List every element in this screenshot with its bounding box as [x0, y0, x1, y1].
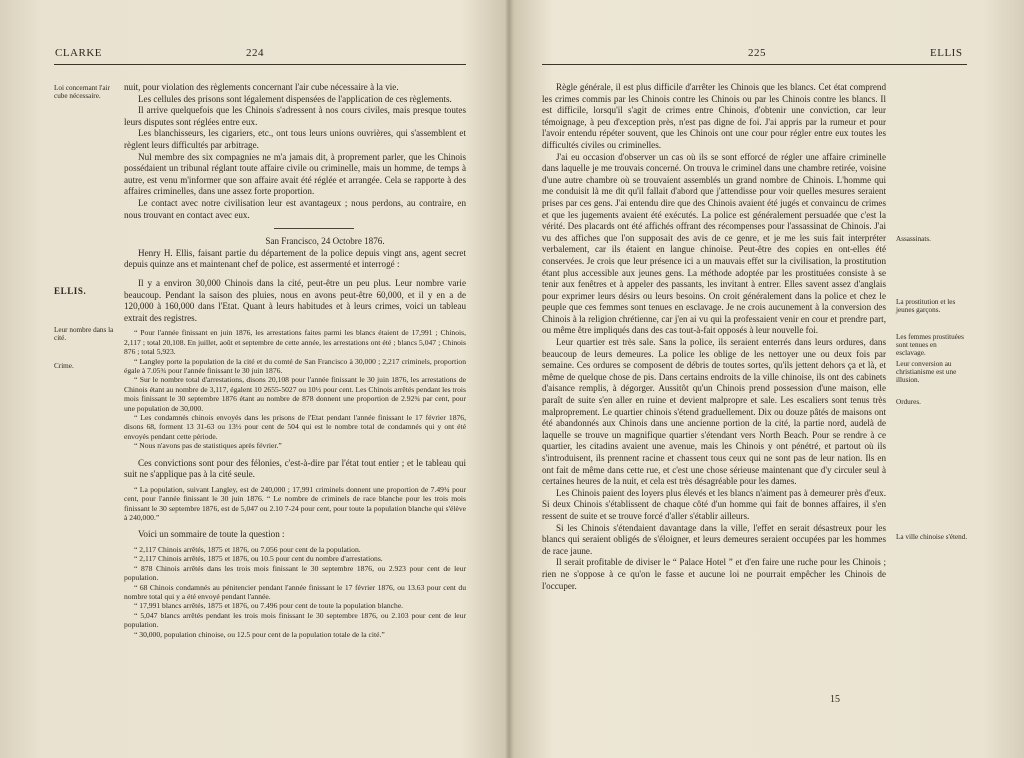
witness-name: ELLIS.: [54, 286, 87, 296]
quote-line: “ Les condamnés chinois envoyés dans les prisons de l'Etat pendant l'année finissant le 17 février 1876, disons 68, forment 13 31-63 ou 13½ pour cent de 504 qui est le nombre total de condamnés qui y ont été envoyés pendant cette période.: [124, 412, 466, 441]
sidenote-air: Loi concernant l'air cube nécessaire.: [54, 84, 110, 101]
quote-block: “ La population, suivant Langley, est de 240,000 ; 17,991 criminels donnent une proportion de 7.49¾ pour cent, pour l'année finissant le 30 juin 1876. “ Le nombre de criminels de race blanche pour les trois mois finissant le 30 septembre 1876, est de 5,047 ou 2.10 7-24 pour cent, pour toute la population blanche qui s'élève à 240,000.”: [124, 484, 466, 522]
sidenote-crime: Crime.: [54, 362, 74, 370]
summary-line: “ 30,000, population chinoise, ou 12.5 pour cent de la population totale de la cité.”: [134, 629, 385, 639]
summary-line: “ 878 Chinois arrêtés dans les trois mois finissant le 30 septembre 1876, ou 2.923 pour cent de leur population.: [124, 563, 466, 583]
page-number: 225: [748, 47, 766, 59]
header-rule: [542, 64, 967, 65]
paragraph: Voici un sommaire de toute la question :: [138, 529, 285, 540]
left-column: [124, 82, 466, 639]
summary-line: “ 2,117 Chinois arrêtés, 1875 et 1876, ou 10.5 pour cent du nombre d'arrestations.: [134, 554, 383, 564]
dateline: San Francisco, 24 Octobre 1876.: [265, 236, 385, 247]
quote-line: “ Sur le nombre total d'arrestations, disons 20,108 pour l'année finissant le 30 juin 1876, les arrestations de Chinois étant au nombre de 3,117, égalent 10 2655-5027 ou 10½ pour cent. Les Chinois arrêtés pendant les trois mois finissant le 30 septembre 1876 étant au nombre de 878 donnent une proportion de 2.92¾ par cent, pour une population de 30,000.: [124, 375, 466, 413]
paragraph: Nul membre des six compagnies ne m'a jamais dit, à proprement parler, que les Chinois possédaient un tribunal réglant toute affaire civile ou criminelle, mais un homme, de temps à autre, est venu m'informer que son affaire avait été réglée et arrangée. Cela se rapporte à des affaires criminelles, dans une assez forte proportion.: [124, 151, 466, 197]
paragraph: Les cellules des prisons sont légalement dispensées de l'application de ces règlements.: [138, 93, 452, 104]
paragraph: Il y a environ 30,000 Chinois dans la cité, peut-être un peu plus. Leur nombre varie beaucoup. Pendant la saison des pluies, nous en avons peut-être 60,000, et il y en a de 120,000 à 160,000 dans l'Etat. Quant à leurs habitudes et à leurs crimes, voici un tableau extrait des registres.: [124, 277, 466, 323]
summary-line: “ 2,117 Chinois arrêtés, 1875 et 1876, ou 7.056 pour cent de la population.: [134, 544, 361, 554]
folio-signature: 15: [830, 694, 840, 705]
paragraph: nuit, pour violation des règlements concernant l'air cube nécessaire à la vie.: [124, 82, 399, 92]
left-page: [0, 0, 505, 758]
sidenote-number: Leur nombre dans la cité.: [54, 326, 114, 343]
quote-line: “ Pour l'année finissant en juin 1876, les arrestations faites parmi les blancs étaient de 17,991 ; Chinois, 2,117 ; total 20,108. En juillet, août et septembre de cette année, les arrestations ont été ; blancs 5,047 ; Chinois 876 ; total 5,923.: [124, 328, 466, 357]
paragraph: J'ai eu occasion d'observer un cas où ils se sont efforcé de régler une affaire criminelle dans laquelle je me trouvais concerné. On trouva le criminel dans une chambre retirée, voisine d'une autre chambre où se trouvaient assemblés un grand nombre de Chinois. L'homme qui me conduisit là me dit qu'il fallait d'abord que j'attendisse pour voir quelles mesures seraient prises par ces gens. J'ai entendu dire que des Chinois avaient été jugés et convaincu de crimes et que les jugements avaient été exécutés. La police est généralement persuadée que c'est la vérité. Des placards ont été affichés offrant des récompenses pour l'assassinat de Chinois. J'ai vu des affiches que l'on supposait des avis de ce genre, et je me les suis fait interpréter verbalement, car ils étaient en langue chinoise. Peut-être des copies en ont-elles été conservées. Je crois que leur présence ici a un mauvais effet sur la civilisation, la prostitution étant plus accessible aux jeunes gens. La méthode adoptée par les prostituées consiste à se tenir aux fenêtres et à appeler des passants, les invitant à entrer. Elles savent assez d'anglais pour exprimer leurs désirs ou leurs besoins. On croit généralement dans la police et chez le peuple que ces femmes sont tenues en esclavage. Je ne crois aucunement à la conversion des Chinois à la religion chrétienne, car j'en ai vu qui la professaient venir en cour et prendre part, ou même être impliqués dans des cas tout-à-fait opposés à leur nouvelle foi.: [542, 151, 886, 336]
header-rule: [54, 64, 466, 65]
sidenote-femmes: Les femmes prostituées sont tenues en esclavage.: [896, 333, 964, 358]
paragraph: Leur quartier est très sale. Sans la police, ils seraient enterrés dans leurs ordures, dans beaucoup de leurs demeures. La police les oblige de les nettoyer une ou deux fois par semaine. Ces ordures se composent de débris de toutes sortes, qu'ils jettent dehors ça et là, et même de quelque chose de pis. Dans certains endroits de la ville chinoise, ils ont des cabinets d'aisance remplis, à dégorger. Aussitôt qu'un Chinois prend possession d'une maison, elle paraît de suite s'en aller en ruine et devient malpropre et sale. Les escaliers sont tenus très malproprement. Le quartier chinois s'étend graduellement. Dix ou douze pâtés de maisons ont été abandonnés aux Chinois dans une ancienne portion de la cité, la partie nord, audelà de laquelle se trouve un magnifique quartier s'étendant vers North Beach. Pour se rendre à ce quartier, les citadins avaient une avenue, mais les Chinois y ont pénétré, et partout où ils s'introduisent, ils prennent racine et chassent tous ceux qui ne sont pas de leur nation. Ils en ont fait de même dans cette rue, et c'est une chose sérieuse maintenant que d'y circuler seul à certaines heures de la nuit, et cela est très désagréable pour les dames.: [542, 337, 886, 487]
sidenote-prostitution: La prostitution et les jeunes garçons.: [896, 298, 956, 315]
paragraph: Si les Chinois s'étendaient davantage dans la ville, l'effet en serait désastreux pour les blancs qui seraient obligés de s'éloigner, et leurs demeures seraient occupées par les hommes de race jaune.: [542, 522, 886, 556]
sidenote-conversion: Leur conversion au christianisme est une illusion.: [896, 360, 957, 385]
right-column: [542, 82, 886, 592]
paragraph: Règle générale, il est plus difficile d'arrêter les Chinois que les blancs. Cet état comprend les crimes commis par les Chinois contre les Chinois ou par les Chinois contre les blancs. Il est difficile, lorsqu'il s'agit de crimes entre Chinois, d'obtenir une conviction, car leur témoignage, à peu d'exception près, n'est pas digne de foi. J'ai appris par la rumeur et pour l'avoir entendu répéter souvent, que les Chinois ont une cour pour régler entre eux toutes les difficultés civiles ou criminelles.: [542, 82, 886, 150]
sidenote-assassinats: Assassinats.: [896, 235, 931, 243]
running-head-name: CLARKE: [55, 47, 102, 59]
paragraph: Ces convictions sont pour des félonies, c'est-à-dire par l'état tout entier ; et le tableau qui suit ne s'applique pas à la cité seule.: [124, 457, 466, 480]
summary-line: “ 68 Chinois condamnés au pénitencier pendant l'année finissant le 17 février 1876, ou 13.63 pour cent du nombre total qui y a été envoyé pendant l'année.: [124, 582, 466, 601]
witness-intro: Henry H. Ellis, faisant partie du département de la police depuis vingt ans, agent secret depuis quinze ans et maintenant chef de police, est assermenté et interrogé :: [124, 247, 466, 270]
section-divider: [274, 228, 354, 229]
paragraph: Les Chinois paient des loyers plus élevés et les blancs n'aiment pas à demeurer près d'eux. Si deux Chinois s'établissent de chaque côté d'un homme qui fait de bonnes affaires, il s'en ressent de suite et se trouve forcé d'aller s'établir ailleurs.: [542, 487, 886, 521]
quote-line: “ Nous n'avons pas de statistiques après février.”: [134, 441, 282, 451]
summary-line: “ 17,991 blancs arrêtés, 1875 et 1876, ou 7.496 pour cent de toute la population blanche.: [134, 601, 404, 611]
sidenote-ville: La ville chinoise s'étend.: [896, 533, 968, 541]
running-head-name: ELLIS: [930, 47, 963, 59]
paragraph: Il arrive quelquefois que les Chinois s'adressent à nos cours civiles, mais presque toutes leurs disputes sont réglées entre eux.: [124, 105, 466, 127]
paragraph: Les blanchisseurs, les cigariers, etc., ont tous leurs unions ouvrières, qui s'assemblent et règlent leurs difficultés par arbitrage.: [124, 128, 466, 150]
sidenote-ordures: Ordures.: [896, 398, 921, 406]
paragraph: Il serait profitable de diviser le “ Palace Hotel ” et d'en faire une ruche pour les Chinois ; rien ne s'oppose à ce qu'on le fasse et aucune loi ne pourrait empêcher les Chinois de l'occuper.: [542, 557, 886, 591]
summary-line: “ 5,047 blancs arrêtés pendant les trois mois finissant le 30 septembre 1876, ou 2.103 pour cent de leur population.: [124, 610, 466, 630]
right-page: [512, 0, 1024, 758]
quote-line: “ Langley porte la population de la cité et du comté de San Francisco à 30,000 ; 2,217 criminels, proportion égale à 7.05¾ pour l'année finissant le 30 juin 1876.: [124, 356, 466, 375]
page-number: 224: [246, 47, 264, 59]
paragraph: Le contact avec notre civilisation leur est avantageux ; nous perdons, au contraire, en nous trouvant en contact avec eux.: [124, 197, 466, 220]
